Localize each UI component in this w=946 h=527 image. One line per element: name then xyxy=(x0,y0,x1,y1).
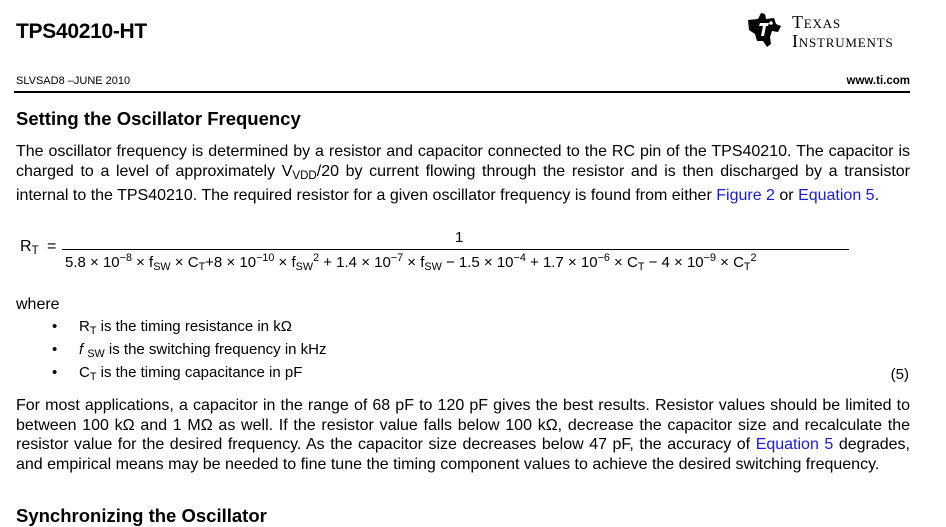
part-number-title: TPS40210-HT xyxy=(16,20,147,43)
definition-fsw: f $_{SW}$ is the switching frequency in kHz xyxy=(79,341,327,361)
paragraph-oscillator-description: The oscillator frequency is determined by a resistor and capacitor connected to the RC pin of the TPS40210. The capacitor is charged to a level of approximately $V_{VDD}/20$ by current flowing through the resistor and is then discharged by a transistor internal to the TPS40210. The required resistor for a given oscillator frequency is found from either Figure 2 or Equation 5. xyxy=(16,143,911,205)
paragraph-capacitor-guidance: For most applications, a capacitor in the range of 68 pF to 120 pF gives the best results. Resistor values should be limited to between 100 kΩ and 1 MΩ as well. If the resistor value falls below 100 kΩ, decrease the capacitor size and recalculate the resistor value for the desired frequency. As the capacitor size decreases below 47 pF, the accuracy of Equation 5 degrades, and empirical means may be needed to fine tune the timing component values to achieve the desired switching frequency. xyxy=(16,397,911,473)
definition-rt: $R_T$ is the timing resistance in kΩ xyxy=(79,318,292,338)
ti-logo-word-texas: TEXAS xyxy=(792,12,841,32)
equation-denominator: $5.8 \times 10^{-8} \times f_{SW} \times C_T+8 \times 10^{-10} \times f_{SW}^2 + 1.4 \times 10^{-7} \times f_{SW} - 1.5 \times 10^{-4} + 1.7 \times 10^{-6} \times C_T - 4 \times 10^{-9} \times C_T^2$ xyxy=(65,252,757,273)
section-heading: Setting the Oscillator Frequency xyxy=(16,108,301,129)
equation-fraction-bar xyxy=(62,249,849,250)
definition-ct: $C_T$ is the timing capacitance in pF xyxy=(79,364,303,384)
header-divider xyxy=(14,91,910,93)
texas-instruments-logo xyxy=(745,10,915,50)
equation-5-link[interactable]: Equation 5 xyxy=(798,187,875,205)
website-link[interactable]: www.ti.com xyxy=(846,75,910,87)
equation-lhs: $R_T$ xyxy=(20,238,39,258)
figure-2-link[interactable]: Figure 2 xyxy=(716,187,775,205)
bullet-icon: • xyxy=(52,364,58,381)
equation-equals: = xyxy=(47,238,57,255)
equation-numerator: 1 xyxy=(455,229,464,246)
bullet-icon: • xyxy=(52,318,58,335)
bullet-icon: • xyxy=(52,341,58,358)
equation-number: (5) xyxy=(890,366,909,383)
where-label: where xyxy=(16,296,60,313)
ti-logo-word-instruments: INSTRUMENTS xyxy=(792,31,894,51)
equation-5-link[interactable]: Equation 5 xyxy=(755,436,834,453)
ti-emblem-icon xyxy=(745,10,785,50)
next-section-heading: Synchronizing the Oscillator xyxy=(16,505,267,526)
document-id: SLVSAD8 –JUNE 2010 xyxy=(16,75,131,87)
